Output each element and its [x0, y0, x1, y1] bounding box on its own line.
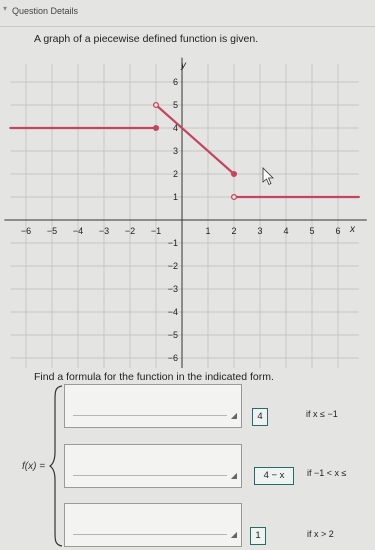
grid: [10, 64, 358, 368]
y-tick-label: −6: [167, 353, 178, 363]
answer-chip-3[interactable]: 1: [250, 527, 266, 545]
open-dot: [232, 195, 237, 200]
x-tick-label: 6: [335, 226, 341, 236]
x-tick-label: 4: [283, 226, 289, 236]
resize-handle-icon[interactable]: ◢: [230, 471, 237, 480]
x-tick-label: −5: [46, 226, 58, 236]
y-tick-label: −2: [167, 261, 178, 271]
answer-input-1-value: [73, 415, 227, 416]
y-tick-label: 2: [172, 169, 178, 179]
x-tick-label: −6: [20, 226, 32, 236]
x-tick-label: −1: [150, 226, 162, 236]
instruction-text: Find a formula for the function in the indicated form.: [34, 371, 274, 383]
x-tick-label: 1: [205, 226, 211, 236]
y-tick-label: −5: [167, 330, 178, 340]
x-tick-label: −3: [98, 226, 110, 236]
x-axis-label: x: [350, 224, 355, 235]
closed-dot: [232, 172, 237, 177]
question-prompt: A graph of a piecewise defined function is given.: [34, 33, 259, 45]
resize-handle-icon[interactable]: ◢: [230, 530, 237, 539]
y-tick-label: −3: [167, 284, 178, 294]
y-tick-label: 6: [172, 77, 178, 87]
answer-input-1[interactable]: [64, 384, 242, 428]
y-tick-label: 1: [172, 192, 178, 202]
y-tick-label: 4: [172, 123, 178, 133]
y-tick-label: −4: [167, 307, 178, 317]
y-tick-label: 3: [172, 146, 178, 156]
closed-dot: [154, 126, 159, 131]
axes: [4, 58, 366, 368]
x-tick-label: 3: [257, 226, 263, 236]
y-tick-label: −1: [167, 238, 178, 248]
question-details-header[interactable]: [0, 0, 375, 27]
answer-input-2-value: [73, 475, 227, 476]
answer-input-3-value: [73, 534, 227, 535]
y-tick-label: 5: [172, 100, 178, 110]
left-brace-icon: [48, 384, 64, 548]
mouse-cursor-icon: [263, 168, 273, 185]
y-axis-label: y: [181, 60, 186, 71]
condition-1: if x ≤ −1: [306, 409, 338, 419]
header-title: Question Details: [12, 6, 79, 16]
x-tick-label: 5: [309, 226, 315, 236]
function-lhs: f(x) =: [22, 461, 46, 472]
answer-input-2[interactable]: [64, 444, 242, 488]
x-tick-label: −4: [72, 226, 84, 236]
answer-input-3[interactable]: [64, 503, 242, 547]
condition-3: if x > 2: [307, 529, 334, 539]
open-dot: [154, 103, 159, 108]
answer-chip-1[interactable]: 4: [252, 408, 268, 426]
resize-handle-icon[interactable]: ◢: [230, 411, 237, 420]
answer-chip-2[interactable]: 4 − x: [254, 467, 294, 485]
x-tick-label: 2: [231, 226, 237, 236]
x-tick-label: −2: [124, 226, 136, 236]
expand-caret-icon[interactable]: ▾: [3, 4, 8, 13]
piecewise-graph: [0, 55, 375, 368]
graph-segment-2: [156, 105, 234, 174]
condition-2: if −1 < x ≤: [307, 468, 347, 478]
